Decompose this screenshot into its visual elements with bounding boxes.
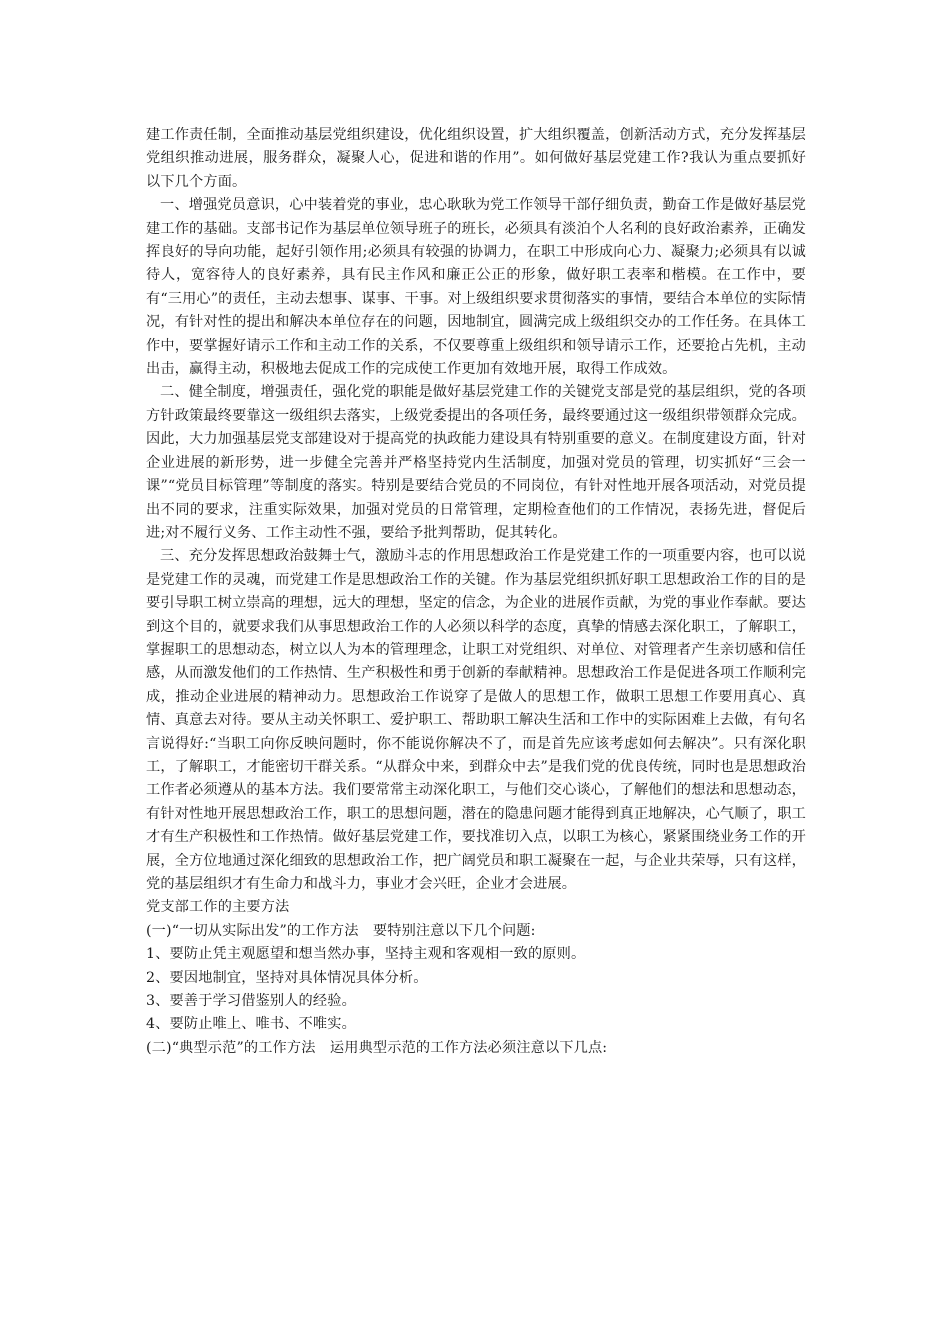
- list-item: 2、要因地制宜，坚持对具体情况具体分析。: [146, 969, 428, 986]
- paragraph-point-one: 一、增强党员意识，心中装着党的事业，忠心耿耿为党工作领导干部仔细负责，勤奋工作是做好基层党建工作的基础。支部书记作为基层单位领导班子的班长，必须具有淡泊个人名利的良好政治素养，正确发挥良好的导向功能，起好引领作用;必须具有较强的协调力，在职工中形成向心力、凝聚力;必须具有以诚待人，宽容待人的良好素养，具有民主作风和廉正公正的形象，做好职工表率和楷模。在工作中，要有“三用心”的责任，主动去想事、谋事、干事。对上级组织要求贯彻落实的事情，要结合本单位的实际情况，有针对性的提出和解决本单位存在的问题，因地制宜，圆满完成上级组织交办的工作任务。在具体工作中，要掌握好请示工作和主动工作的关系，不仅要尊重上级组织和领导请示工作，还要抢占先机，主动出击，赢得主动，积极地去促成工作的完成使工作更加有效地开展，取得工作成效。: [146, 197, 806, 378]
- paragraph-point-two: 二、健全制度，增强责任，强化党的职能是做好基层党建工作的关键党支部是党的基层组织，党的各项方针政策最终要靠这一级组织去落实，上级党委提出的各项任务，最终要通过这一级组织带领群众完成。因此，大力加强基层党支部建设对于提高党的执政能力建设具有特别重要的意义。在制度建设方面，针对企业进展的新形势，进一步健全完善并严格坚持党内生活制度，加强对党员的管理，切实抓好“三会一课”“党员目标管理”等制度的落实。特别是要结合党员的不同岗位，有针对性地开展各项活动，对党员提出不同的要求，注重实际效果，加强对党员的日常管理，定期检查他们的工作情况，表扬先进，督促后进;对不履行义务、工作主动性不强，要给予批判帮助，促其转化。: [146, 384, 806, 541]
- paragraph-point-three: 三、充分发挥思想政治鼓舞士气，激励斗志的作用思想政治工作是党建工作的一项重要内容，也可以说是党建工作的灵魂，而党建工作是思想政治工作的关键。作为基层党组织抓好职工思想政治工作的目的是要引导职工树立崇高的理想，远大的理想，坚定的信念，为企业的进展作贡献，为党的事业作奉献。要达到这个目的，就要求我们从事思想政治工作的人必须以科学的态度，真挚的情感去深化职工，了解职工，掌握职工的思想动态，树立以人为本的管理理念，让职工对党组织、对单位、对管理者产生亲切感和信任感，从而激发他们的工作热情、生产积极性和勇于创新的奉献精神。思想政治工作是促进各项工作顺利完成，推动企业进展的精神动力。思想政治工作说穿了是做人的思想工作，做职工思想工作要用真心、真情、真意去对待。要从主动关怀职工、爱护职工、帮助职工解决生活和工作中的实际困难上去做，有句名言说得好:“当职工向你反映问题时，你不能说你解决不了，而是首先应该考虑如何去解决”。只有深化职工，了解职工，才能密切干群关系。“从群众中来，到群众中去”是我们党的优良传统，同时也是思想政治工作者必须遵从的基本方法。我们要常常主动深化职工，与他们交心谈心，了解他们的想法和思想动态，有针对性地开展思想政治工作，职工的思想问题，潜在的隐患问题才能得到真正地解决，心气顺了，职工才有生产积极性和工作热情。做好基层党建工作，要找准切入点，以职工为核心，紧紧围绕业务工作的开展，全方位地通过深化细致的思想政治工作，把广阔党员和职工凝聚在一起，与企业共荣辱，只有这样，党的基层组织才有生命力和战斗力，事业才会兴旺，企业才会进展。: [146, 548, 806, 892]
- method-two-heading: (二)“典型示范”的工作方法 运用典型示范的工作方法必须注意以下几点:: [146, 1039, 608, 1056]
- section-title: 党支部工作的主要方法: [146, 899, 290, 916]
- method-one-heading: (一)“一切从实际出发”的工作方法 要特别注意以下几个问题:: [146, 922, 536, 939]
- list-item: 4、要防止唯上、唯书、不唯实。: [146, 1016, 356, 1033]
- list-item: 3、要善于学习借鉴别人的经验。: [146, 993, 356, 1010]
- paragraph-intro: 建工作责任制，全面推动基层党组织建设，优化组织设置，扩大组织覆盖，创新活动方式，充分发挥基层党组织推动进展，服务群众，凝聚人心，促进和谐的作用”。如何做好基层党建工作?我认为重点要抓好以下几个方面。: [146, 127, 806, 190]
- document-body: [146, 124, 806, 1060]
- list-item: 1、要防止凭主观愿望和想当然办事，坚持主观和客观相一致的原则。: [146, 946, 586, 963]
